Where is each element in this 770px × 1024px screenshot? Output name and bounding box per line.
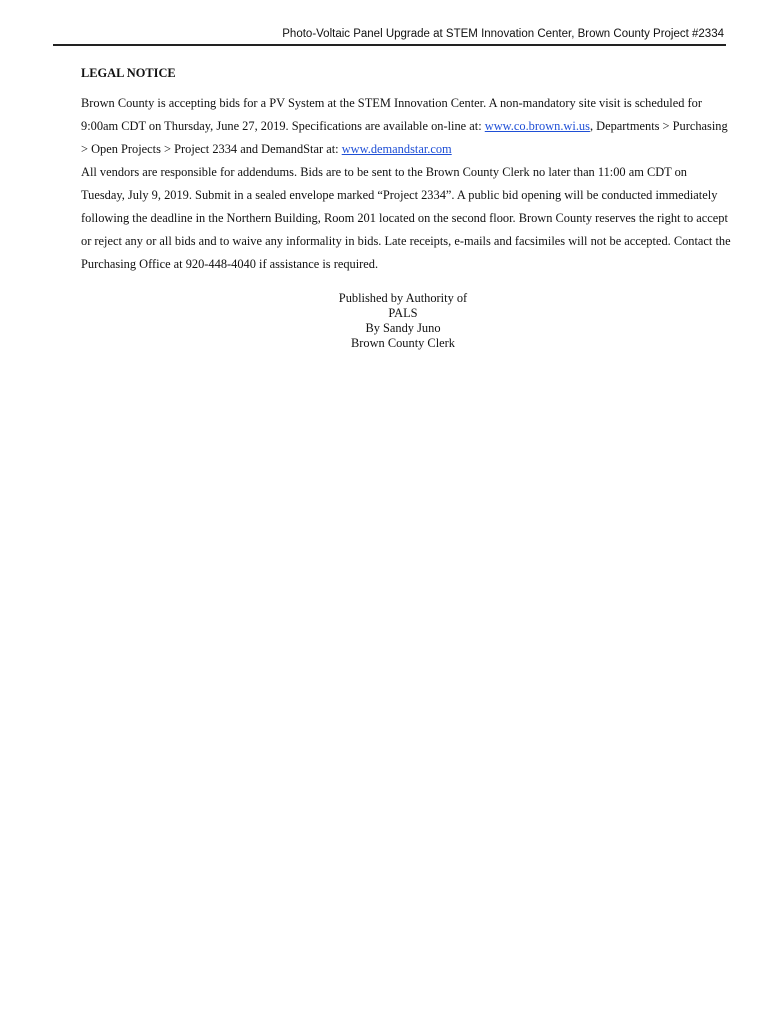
paragraph-1-text-middle: , Departments > Purchasing > Open Projects > Project 2334 and DemandStar at: (81, 119, 728, 156)
signature-line-organization: PALS (388, 306, 418, 320)
signature-line-signer: By Sandy Juno (365, 321, 441, 335)
notice-heading: LEGAL NOTICE (81, 66, 176, 80)
signature-line-title: Brown County Clerk (351, 336, 455, 350)
header-rule (53, 44, 726, 46)
notice-body (81, 62, 731, 276)
county-website-link[interactable]: www.co.brown.wi.us (484, 119, 590, 133)
signature-block (253, 291, 553, 351)
paragraph-1-text-start: Brown County is accepting bids for a PV System at the STEM Innovation Center. A non-mandatory site visit is scheduled for 9:00am CDT on Thursday, June 27, 2019. Specifications are available on-line at: (81, 96, 702, 133)
notice-paragraph-1 (81, 92, 731, 161)
signature-line-authority: Published by Authority of (338, 291, 468, 305)
demandstar-link[interactable]: www.demandstar.com (341, 142, 452, 156)
notice-paragraph-2: All vendors are responsible for addendums. Bids are to be sent to the Brown County Clerk no later than 11:00 am CDT on Tuesday, July 9, 2019. Submit in a sealed envelope marked “Project 2334”. A public bid opening will be conducted immediately following the deadline in the Northern Building, Room 201 located on the second floor. Brown County reserves the right to accept or reject any or all bids and to waive any informality in bids. Late receipts, e-mails and facsimiles will not be accepted. Contact the Purchasing Office at 920-448-4040 if assistance is required. (81, 165, 731, 271)
running-header: Photo-Voltaic Panel Upgrade at STEM Innovation Center, Brown County Project #2334 (282, 28, 724, 40)
